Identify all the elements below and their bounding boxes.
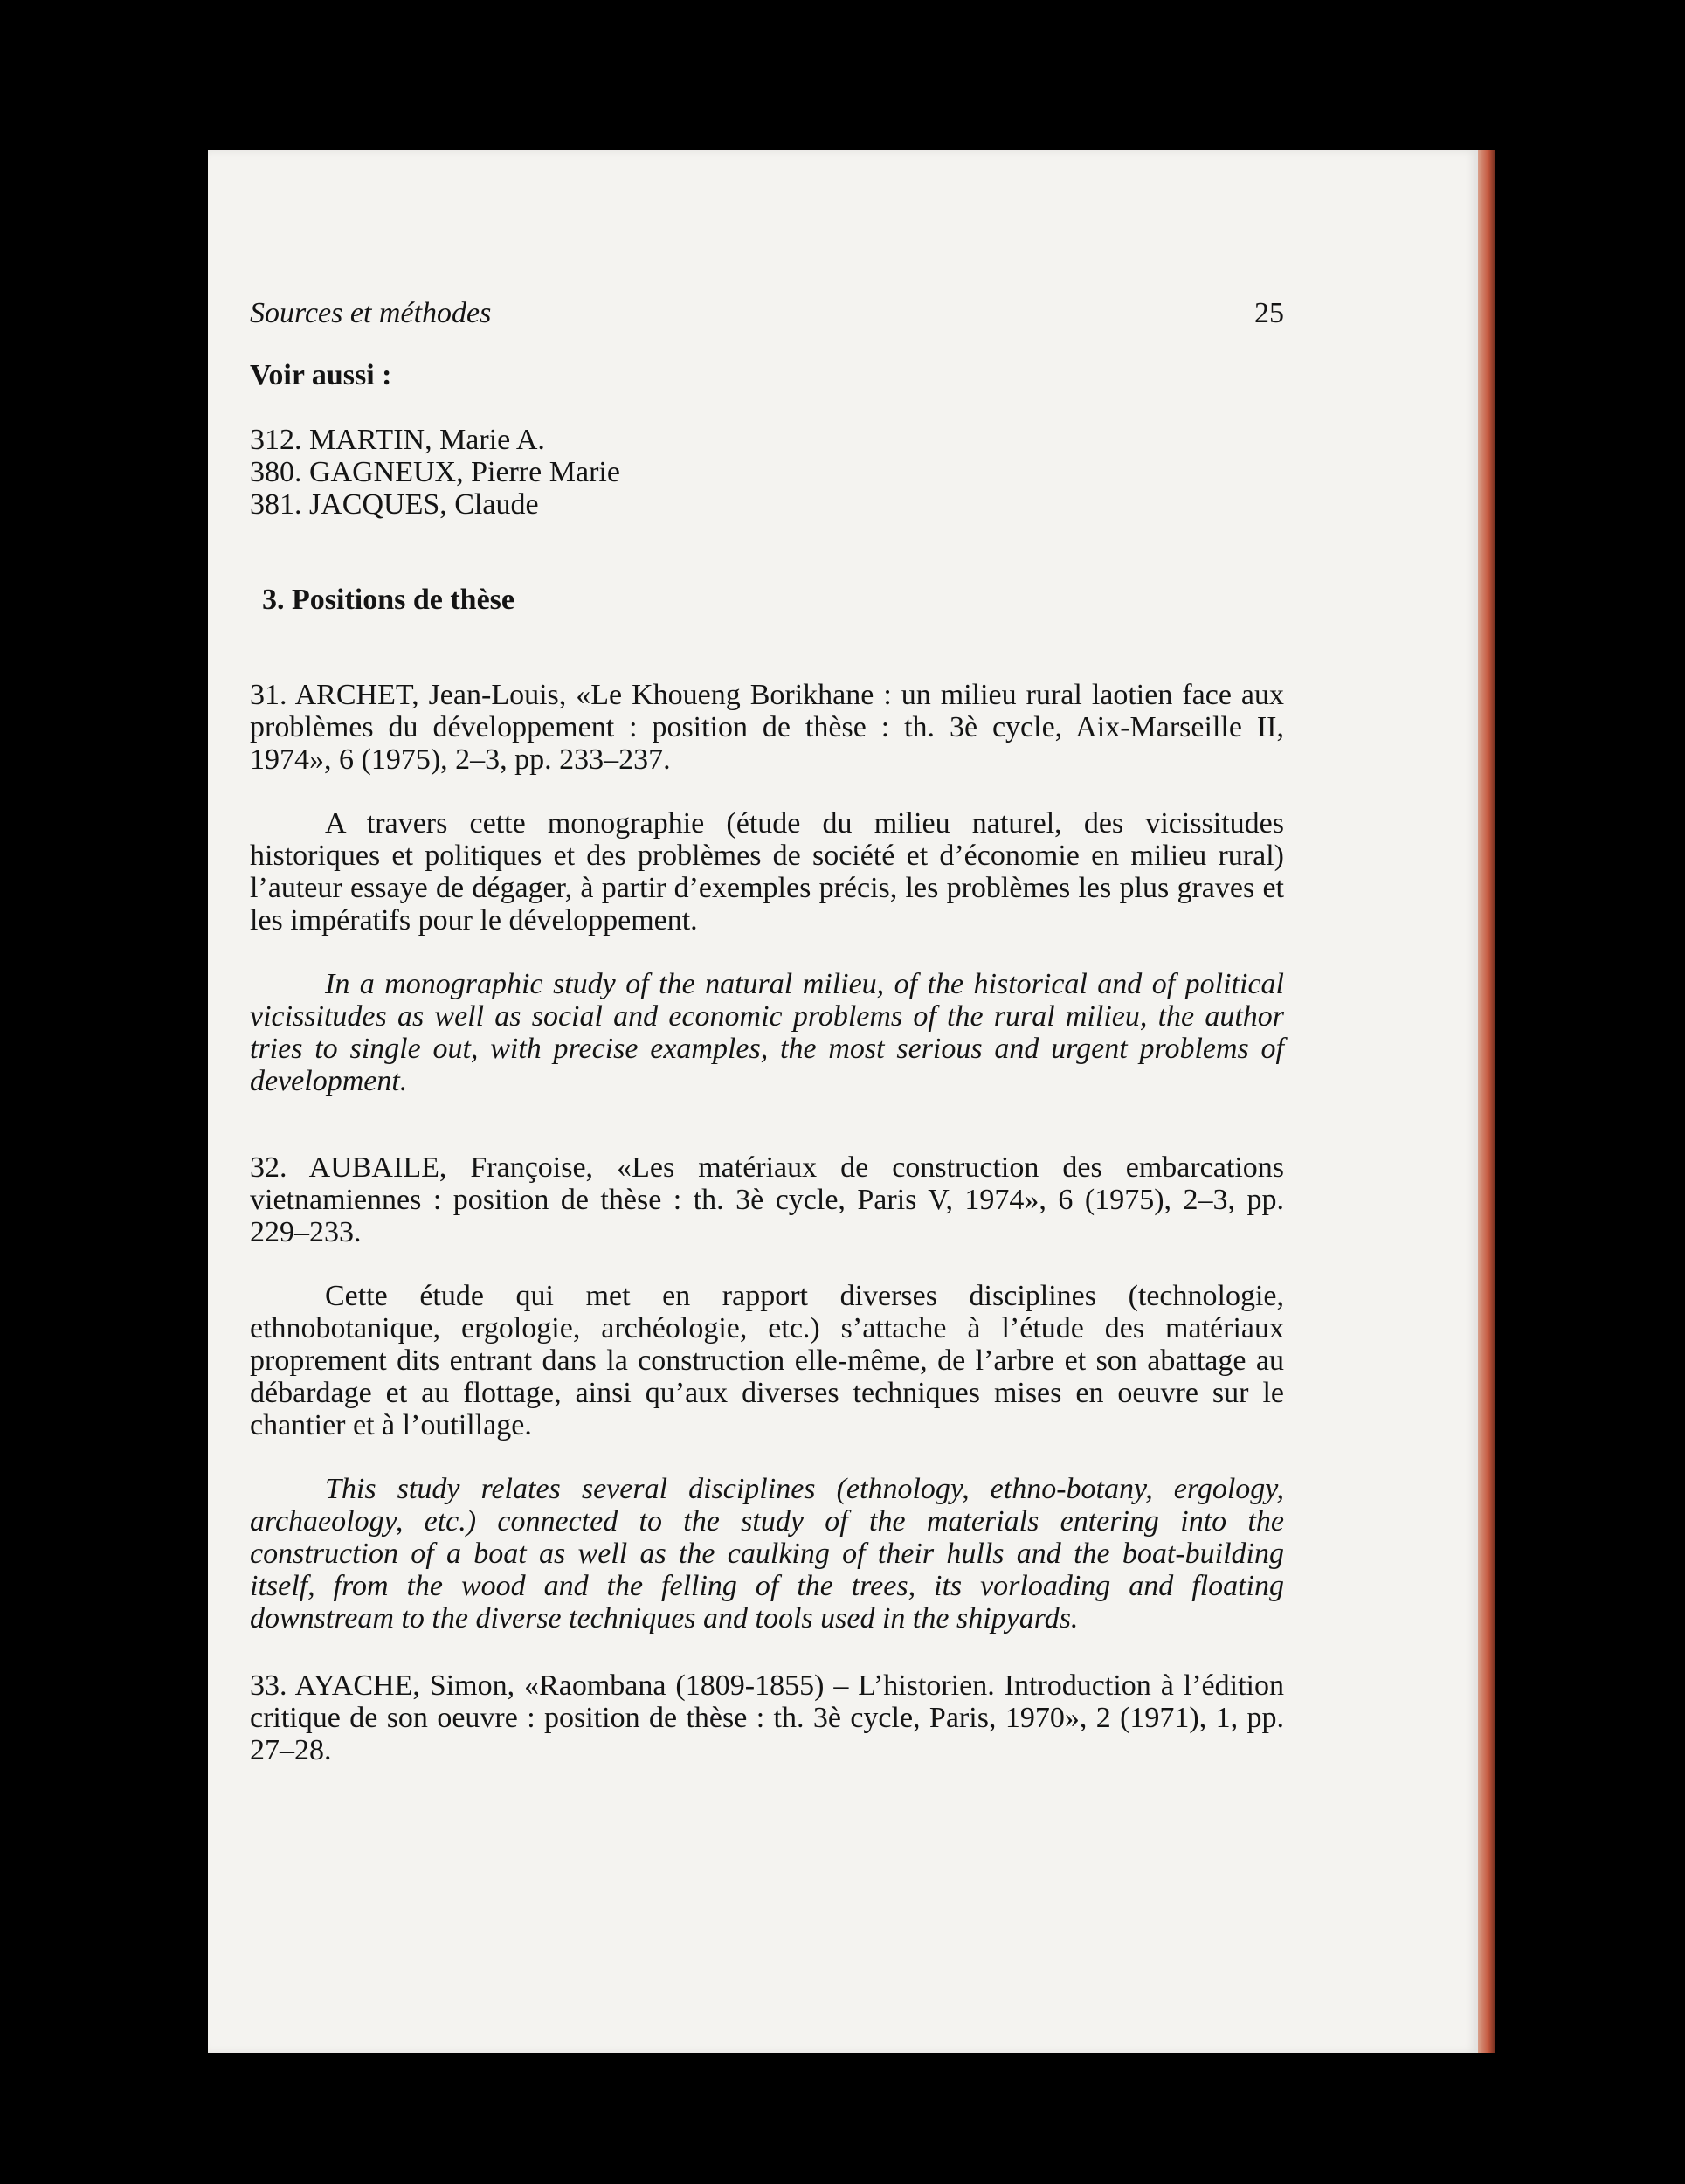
entry-summary-fr: Cette étude qui met en rapport diverses disciplines (technologie, ethnobotanique, ergologie, archéologie, etc.) s’attache à l’étude des matériaux proprement dits entrant dans la construction elle-même, de l’arbre et son abattage au débardage et au flottage, ainsi qu’aux diverses techniques mises en oeuvre sur le chantier et à l’outillage. xyxy=(250,1280,1284,1441)
page-number: 25 xyxy=(1254,297,1284,329)
see-also-item: 380. GAGNEUX, Pierre Marie xyxy=(250,456,620,488)
page-edge xyxy=(1478,150,1495,2053)
page-header xyxy=(250,297,1284,329)
book-page xyxy=(208,150,1478,2053)
entry-citation: 33. AYACHE, Simon, «Raombana (1809-1855) – L’historien. Introduction à l’édition critique de son oeuvre : position de thèse : th. 3è cycle, Paris, 1970», 2 (1971), 1, pp. 27–28. xyxy=(250,1669,1284,1766)
entry-citation: 31. ARCHET, Jean-Louis, «Le Khoueng Borikhane : un milieu rural laotien face aux problèmes du développement : position de thèse : th. 3è cycle, Aix-Marseille II, 1974», 6 (1975), 2–3, pp. 233–237. xyxy=(250,679,1284,776)
section-heading: 3. Positions de thèse xyxy=(262,584,514,616)
entry-summary-en: This study relates several disciplines (ethnology, ethno-botany, ergology, archaeology, etc.) connected to the study of the materials entering into the construction of a boat as well as the caulking of their hulls and the boat-building itself, from the wood and the felling of the trees, its vorloading and floating downstream to the diverse techniques and tools used in the shipyards. xyxy=(250,1473,1284,1635)
see-also-item: 381. JACQUES, Claude xyxy=(250,488,539,521)
see-also-label: Voir aussi : xyxy=(250,359,392,391)
see-also-item: 312. MARTIN, Marie A. xyxy=(250,424,545,456)
entry-summary-en: In a monographic study of the natural milieu, of the historical and of political vicissitudes as well as social and economic problems of the rural milieu, the author tries to single out, with precise examples, the most serious and urgent problems of development. xyxy=(250,968,1284,1097)
page-content xyxy=(250,297,1284,1798)
entry-citation: 32. AUBAILE, Françoise, «Les matériaux de construction des embarcations vietnamiennes : position de thèse : th. 3è cycle, Paris V, 1974», 6 (1975), 2–3, pp. 229–233. xyxy=(250,1151,1284,1248)
see-also-list xyxy=(250,424,1284,521)
entry-summary-fr: A travers cette monographie (étude du milieu naturel, des vicissitudes historiques et politiques et des problèmes de société et d’économie en milieu rural) l’auteur essaye de dégager, à partir d’exemples précis, les problèmes les plus graves et les impératifs pour le développement. xyxy=(250,807,1284,936)
running-head: Sources et méthodes xyxy=(250,297,492,329)
